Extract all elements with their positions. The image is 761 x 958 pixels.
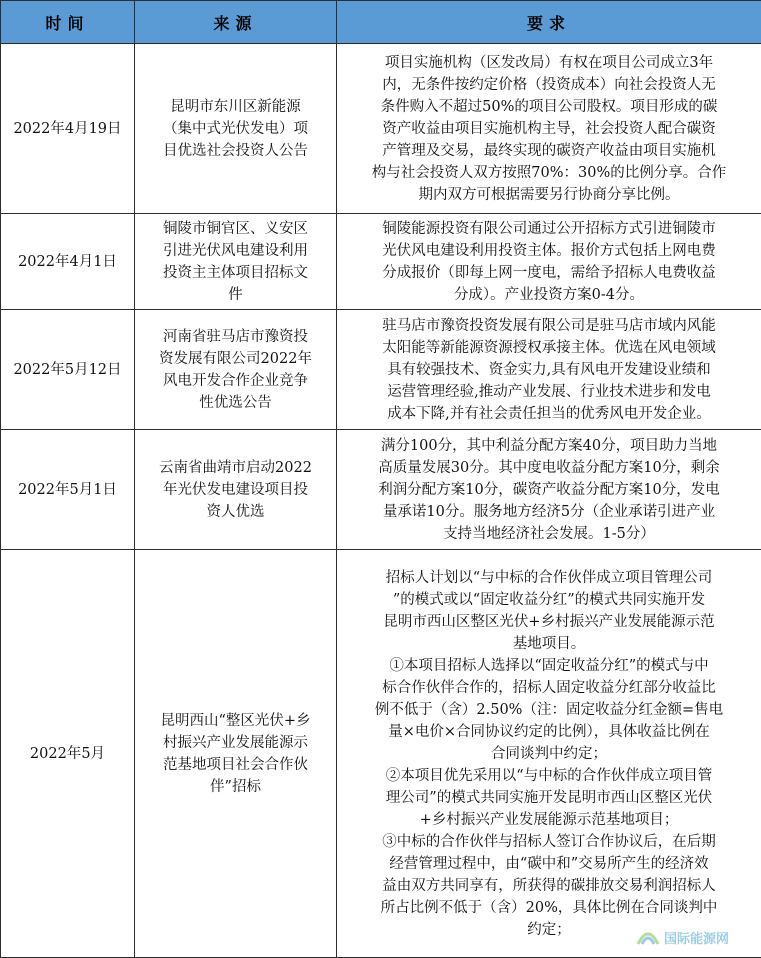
table-row bbox=[1, 310, 761, 430]
cell-requirement: 驻马店市豫资投资发展有限公司是驻马店市域内风能 太阳能等新能源资源授权承接主体。优选在风电领域 具有较强技术、资金实力,具有风电开发建设业绩和 运营管理经验,推动产业发展、行业技术进步和发电 成本下降,并有社会责任担当的优秀风电开发企业。 bbox=[337, 310, 761, 430]
cell-source: 云南省曲靖市启动2022 年光伏发电建设项目投 资人优选 bbox=[135, 430, 337, 550]
cell-source: 昆明西山“整区光伏+乡 村振兴产业发展能源示 范基地项目社会合作伙 伴”招标 bbox=[135, 550, 337, 958]
cell-time: 2022年5月 bbox=[1, 550, 135, 958]
cell-source: 河南省驻马店市豫资投 资发展有限公司2022年 风电开发合作企业竞争 性优选公告 bbox=[135, 310, 337, 430]
header-requirement: 要求 bbox=[337, 1, 761, 44]
table-row bbox=[1, 430, 761, 550]
energy-logo-icon bbox=[635, 926, 661, 948]
cell-requirement: 铜陵能源投资有限公司通过公开招标方式引进铜陵市 光伏风电建设利用投资主体。报价方式包括上网电费 分成报价（即每上网一度电，需给予招标人电费收益 分成）。产业投资方案0-4分。 bbox=[337, 214, 761, 310]
cell-source: 昆明市东川区新能源 （集中式光伏发电）项 目优选社会投资人公告 bbox=[135, 44, 337, 214]
header-row bbox=[1, 1, 761, 44]
watermark bbox=[635, 924, 755, 950]
cell-requirement: 项目实施机构（区发改局）有权在项目公司成立3年 内，无条件按约定价格（投资成本）向社会投资人无 条件购入不超过50%的项目公司股权。项目形成的碳 资产收益由项目实施机构主导，社会投资人配合碳资 产管理及交易，最终实现的碳资产收益由项目实施机 构与社会投资人双方按照70%：30%的比例分享。合作 期内双方可根据需要另行协商分享比例。 bbox=[337, 44, 761, 214]
table-row bbox=[1, 550, 761, 958]
header-time: 时间 bbox=[1, 1, 135, 44]
watermark-text: 国际能源网 bbox=[664, 928, 729, 947]
cell-time: 2022年4月19日 bbox=[1, 44, 135, 214]
table-row bbox=[1, 44, 761, 214]
cell-time: 2022年5月1日 bbox=[1, 430, 135, 550]
cell-source: 铜陵市铜官区、义安区 引进光伏风电建设利用 投资主主体项目招标文 件 bbox=[135, 214, 337, 310]
cell-time: 2022年4月1日 bbox=[1, 214, 135, 310]
cell-requirement: 满分100分，其中利益分配方案40分，项目助力当地 高质量发展30分。其中度电收益分配方案10分，剩余 利润分配方案10分，碳资产收益分配方案10分，发电 量承诺10分。服务地方经济5分（企业承诺引进产业 支持当地经济社会发展。1-5分） bbox=[337, 430, 761, 550]
header-source: 来源 bbox=[135, 1, 337, 44]
cell-time: 2022年5月12日 bbox=[1, 310, 135, 430]
table-row bbox=[1, 214, 761, 310]
cell-requirement: 招标人计划以“与中标的合作伙伴成立项目管理公司 ”的模式或以“固定收益分红”的模式共同实施开发 昆明市西山区整区光伏+乡村振兴产业发展能源示范 基地项目。 ①本项目招标人选择以“固定收益分红”的模式与中 标合作伙伴合作的，招标人固定收益分红部分收益比 例不低于（含）2.50%（注：固定收益分红金额=售电 量×电价×合同协议约定的比例），具体收益比例在 合同谈判中约定； ②本项目优先采用以“与中标的合作伙伴成立项目管 理公司”的模式共同实施开发昆明市西山区整区光伏 +乡村振兴产业发展能源示范基地项目； ③中标的合作伙伴与招标人签订合作协议后，在后期 经营管理过程中，由“碳中和”交易所产生的经济效 益由双方共同享有，所获得的碳排放交易利润招标人 所占比例不低于（含）20%，具体比例在合同谈判中 约定； bbox=[337, 550, 761, 958]
